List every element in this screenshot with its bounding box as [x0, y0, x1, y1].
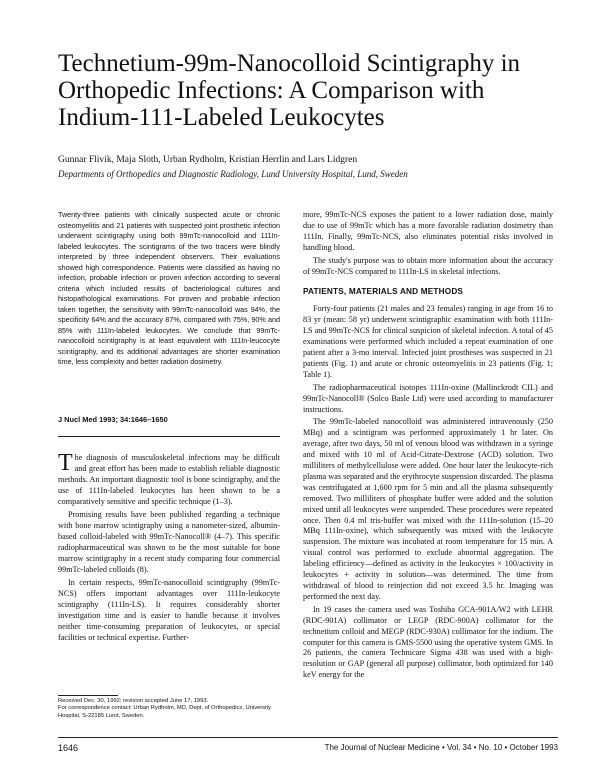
author-list: Gunnar Flivik, Maja Sloth, Urban Rydholm, Kristian Herrlin and Lars Lidgren — [58, 155, 358, 165]
continued-paragraph: more, 99mTc-NCS exposes the patient to a lower radiation dose, mainly due to use of 99mTc which has a more favorable radiation dosimetry than 111In. Finally, 99mTc-NCS, also eliminates potential risks involved in handling blood. — [303, 210, 553, 252]
administration-paragraph: The 99mTc-labeled nanocolloid was administered intravenously (250 MBq) and a scintigram was performed approximately 1 hr later. On average, after two days, 50 ml of venous blood was withdrawn in a syringe and mixed with 10 ml of Acid-Citrate-Dextrose (ACD) solution. Two milliliters of methylcellulose were added. One hour later the leukocyte-rich plasma was separated and the erythrocyte suspension discarded. The plasma was centrifugated at 1,600 rpm for 5 min and all the plasma subsequently removed. Two milliliters of phosphate buffer were added and the solution mixed until all leukocytes were suspended. These procedures were repeated once. Then 0.4 ml tris-buffer was mixed with the 111In-solution (15–20 MBq 111In-oxine), which subsequently was mixed with the leukocyte suspension. The mixture was incubated at room temperature for 15 min. A visual control was performed to exclude abnormal aggregation. The labeling efficiency—defined as activity in the leukocytes × 100/activity in leukocytes + activity in solution—was determined. The time from withdrawal of blood to reinjection did not exceed 3.5 hr. Imaging was performed the next day. — [303, 417, 553, 601]
intro-paragraph-1-text: he diagnosis of musculoskeletal infections may be difficult and great effort has been made to establish reliable diagnostic methods. An important diagnostic tool is bone scintigraphy, and the use of 111In-labeled leukocytes has been shown to be a comparatively sensitive and specific technique (1–3). — [58, 453, 280, 506]
right-column — [303, 210, 553, 683]
camera-paragraph: In 19 cases the camera used was Toshiba GCA-901A/W2 with LEHR (RDC-901A) collimator or LEGP (RDC-900A) collimator for the technetium colloid and MEGP (RDC-930A) collimator for the indium. The computer for this camera is GMS-5500 using the operative system GMS. In 26 patients, the camera Technicare Sigma 438 was used with a high-resolution or GAP (general all purpose) collimator, both optimized for 140 keV energy for the — [303, 604, 553, 680]
abstract-divider — [58, 436, 280, 437]
page-number: 1646 — [58, 743, 79, 753]
introduction — [58, 452, 280, 645]
received-note: Received Dec. 30, 1992; revision accepted June 17, 1993. — [58, 698, 209, 704]
correspondence-note: For correspondence contact: Urban Rydholm, MD, Dept. of Orthopedics, University Hospital, S-22185 Lund, Sweden. — [58, 705, 271, 719]
section-heading: PATIENTS, MATERIALS AND METHODS — [303, 287, 464, 297]
intro-paragraph-1 — [58, 452, 280, 507]
purpose-paragraph: The study's purpose was to obtain more information about the accuracy of 99mTc-NCS compared to 111In-LS in skeletal infections. — [303, 255, 553, 276]
drop-cap: T — [58, 450, 73, 476]
patients-paragraph: Forty-four patients (21 males and 23 females) ranging in age from 16 to 83 yr (mean: 58 yr) underwent scintigraphic examination with both 111In-LS and 99mTc-NCS for clinical suspicion of skeletal infection. A total of 45 examinations were performed which included a repeat examination of one patient after a 3-mo interval. Infected joint prostheses was suspected in 21 patients (Fig. 1) and acute or chronic osteomyelitis in 23 patients (Fig. 1; Table 1). — [303, 304, 553, 379]
journal-footer: The Journal of Nuclear Medicine • Vol. 34 • No. 10 • October 1993 — [324, 743, 558, 752]
article-title: Technetium-99m-Nanocolloid Scintigraphy in Orthopedic Infections: A Comparison with Indium-111-Labeled Leukocytes — [58, 50, 521, 131]
radiopharmaceutical-paragraph: The radiopharmaceutical isotopes 111In-oxine (Mallinckrodt CIL) and 99mTc-Nanocoll® (Solco Basle Ltd) were used according to manufacturer instructions. — [303, 382, 553, 414]
footnote-divider — [58, 695, 118, 696]
footnotes — [58, 698, 280, 720]
footer-divider — [58, 737, 558, 738]
citation: J Nucl Med 1993; 34:1646–1650 — [58, 415, 168, 424]
abstract: Twenty-three patients with clinically suspected acute or chronic osteomyelitis and 21 patients with suspected joint prosthetic infection underwent scintigraphy using both 99mTc-nanocolloid and 111In-labeled leukocytes. The scintigrams of the two tracers were blindly interpreted by three independent observers. Their evaluations showed high correspondence. Patients were classified as having no infection, probable infection or proven infection according to several criteria which included results of bacteriological cultures and histopathological examinations. For proven and probable infection taken together, the sensitivity with 99mTc-nanocolloid was 94%, the specificity 64% and the accuracy 87%, compared with 75%, 90% and 85% with 111In-labeled leukocytes. We conclude that 99mTc-nanocolloid scintigraphy is at least equivalent with 111In-leucocyte scintigraphy, and its additional advantages are shorter examination time, less complexity and better radiation dosimetry. — [58, 210, 280, 366]
intro-paragraph-2: Promising results have been published regarding a technique with bone marrow scintigraphy using a nanometer-sized, albumin-based colloid-labeled with 99mTc-Nanocoll® (4–7). This specific radiopharmaceutical was shown to be the most suitable for bone marrow scintigraphy in a recent study comparing four commercial 99mTc-labeled colloids (8). — [58, 510, 280, 574]
affiliation: Departments of Orthopedics and Diagnostic Radiology, Lund University Hospital, Lund, Sweden — [58, 169, 408, 179]
intro-paragraph-3: In certain respects, 99mTc-nanocolloid scintigraphy (99mTc-NCS) offers important advantages over 111In-leukocyte scintigraphy (111In-LS). It requires considerably shorter investigation time and is easier to handle because it involves neither time-consuming preparation of leukocytes, or special facilities or technical expertise. Further- — [58, 578, 280, 642]
